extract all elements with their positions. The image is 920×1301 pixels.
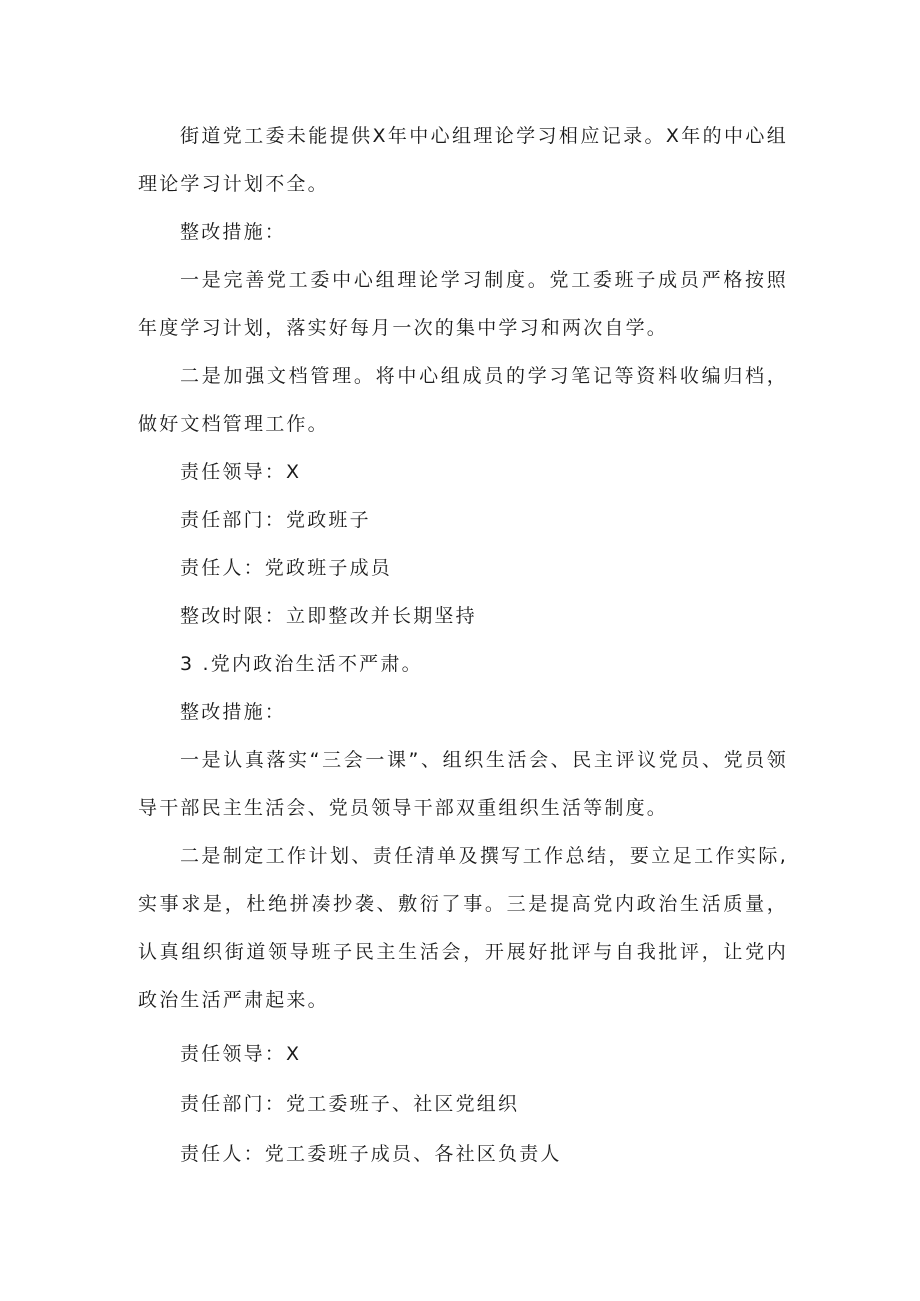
paragraph-responsible-dept-2: 责任部门：党工委班子、社区党组织 bbox=[180, 1093, 520, 1115]
paragraph-measure-1-study-system: 一是完善党工委中心组理论学习制度。党工委班子成员严格按照年度学习计划，落实好每月一次的集中学习和两次自学。 bbox=[138, 269, 788, 339]
paragraph-measure-2-archive: 二是加强文档管理。将中心组成员的学习笔记等资料收编归档，做好文档管理工作。 bbox=[138, 365, 788, 435]
section-heading-3: 3 .党内政治生活不严肃。 bbox=[180, 653, 423, 675]
paragraph-responsible-leader-2: 责任领导：X bbox=[180, 1043, 302, 1065]
paragraph-measures-heading-2: 整改措施： bbox=[180, 701, 287, 723]
paragraph-deadline-1: 整改时限：立即整改并长期坚持 bbox=[180, 605, 477, 627]
paragraph-responsible-leader-1: 责任领导：X bbox=[180, 461, 302, 483]
paragraph-missing-records: 街道党工委未能提供X年中心组理论学习相应记录。X年的中心组理论学习计划不全。 bbox=[138, 125, 788, 195]
paragraph-responsible-person-2: 责任人：党工委班子成员、各社区负责人 bbox=[180, 1143, 562, 1165]
paragraph-measure-2-3-quality: 二是制定工作计划、责任清单及撰写工作总结，要立足工作实际,实事求是，杜绝拼凑抄袭、敷衍了事。三是提高党内政治生活质量，认真组织街道领导班子民主生活会，开展好批评与自我批评，让党内政治生活严肃起来。 bbox=[138, 845, 788, 1011]
paragraph-measure-1-meetings: 一是认真落实“三会一课”、组织生活会、民主评议党员、党员领导干部民主生活会、党员领导干部双重组织生活等制度。 bbox=[138, 749, 788, 819]
paragraph-measures-heading-1: 整改措施： bbox=[180, 221, 287, 243]
paragraph-responsible-person-1: 责任人：党政班子成员 bbox=[180, 557, 393, 579]
paragraph-responsible-dept-1: 责任部门：党政班子 bbox=[180, 509, 371, 531]
